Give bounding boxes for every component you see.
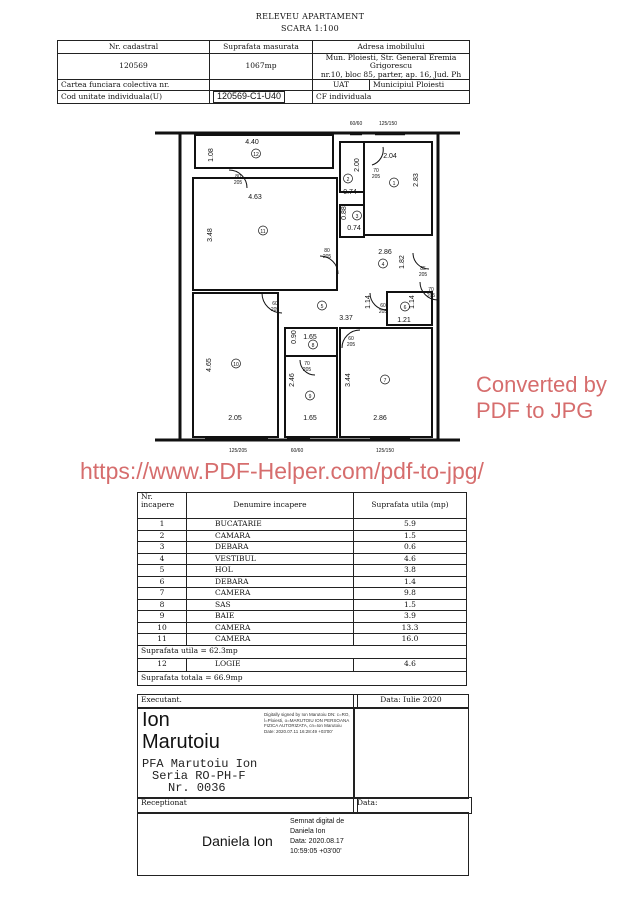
room-name: HOL (187, 565, 354, 577)
dimension-label: 1.65 (303, 415, 317, 422)
window-size-label: 125/205 (228, 448, 248, 454)
table-row (138, 622, 467, 634)
window-size-label: 60/60 (290, 448, 304, 454)
address-line2: nr.10, bloc 85, parter, ap. 16, Jud. Ph (320, 69, 462, 79)
recv-digital-signature (290, 817, 344, 857)
cadastral-label: Nr. cadastral (58, 41, 210, 54)
room-area: 1.5 (354, 599, 467, 611)
door-size-label: 80 205 (322, 248, 332, 260)
door-size-label: 70 205 (302, 361, 312, 373)
recv-digital-line3: Data: 2020.08.17 (290, 838, 344, 845)
dimension-label: 1.08 (208, 148, 215, 162)
room-name: CAMERA (187, 634, 354, 646)
stamp-line1: PFA Marutoiu Ion (142, 757, 258, 771)
room-number: 10 (233, 362, 239, 368)
cf-label: Cartea funciara colectiva nr. (58, 79, 210, 90)
window-size-label: 125/150 (375, 448, 395, 454)
room-name: CAMARA (187, 530, 354, 542)
uat-label: UAT (313, 79, 370, 90)
room-nr: 6 (138, 576, 187, 588)
recv-digital-line1: Semnat digital de (290, 818, 345, 825)
room-area: 9.8 (354, 588, 467, 600)
room-area: 3.9 (354, 611, 467, 623)
room-area: 4.6 (354, 553, 467, 565)
dimension-label: 1.82 (399, 255, 406, 269)
surface-label: Suprafata masurata (210, 41, 313, 54)
stamp-line2: Seria RO-PH-F (152, 769, 246, 783)
exec-digital-signature: Digitally signed by Ion Marutoiu DN: c=RO, l=Ploiesti, o=MARUTOIU ION PERSOANA FIZICA AUTORIZATA, cn=Ion Marutoiu Date: 2020.07.11 16:28:49 +03'00' (264, 712, 350, 734)
dimension-label: 4.40 (245, 139, 259, 146)
room-area: 13.3 (354, 622, 467, 634)
dimension-label: 0.74 (343, 189, 357, 196)
executant-date-area (353, 707, 469, 799)
room-number: 3 (355, 214, 359, 220)
document-scale: SCARA 1:100 (280, 24, 340, 33)
room-area: 16.0 (354, 634, 467, 646)
room-name: DEBARA (187, 542, 354, 554)
table-row (138, 553, 467, 565)
room-nr: 9 (138, 611, 187, 623)
dimension-label: 2.83 (413, 173, 420, 187)
room-name: SAS (187, 599, 354, 611)
dimension-label: 4.63 (248, 194, 262, 201)
door-size-label: 70 205 (426, 287, 436, 299)
room-number: 2 (346, 177, 350, 183)
room-name: CAMERA (187, 588, 354, 600)
room-nr: 11 (138, 634, 187, 646)
dimension-label: 2.04 (383, 153, 397, 160)
logia-nr: 12 (138, 658, 187, 671)
room-nr: 1 (138, 519, 187, 531)
grand-total: Suprafata totala = 66.9mp (138, 671, 467, 685)
dimension-label: 3.48 (207, 228, 214, 242)
window-size-label: 60/60 (349, 121, 363, 127)
address-line1: Mun. Ploiesti, Str. General Eremia Grigorescu (325, 53, 457, 71)
door-size-label: 70 205 (371, 168, 381, 180)
table-row (138, 634, 467, 646)
recv-digital-line2: Daniela Ion (290, 828, 326, 835)
door-size-label: 60 205 (270, 301, 280, 313)
room-number: 4 (381, 262, 385, 268)
room-nr: 10 (138, 622, 187, 634)
col-header-area: Suprafata utila (mp) (354, 493, 467, 519)
room-name: CAMERA (187, 622, 354, 634)
dimension-label: 2.86 (373, 415, 387, 422)
room-name: DEBARA (187, 576, 354, 588)
watermark-url: https://www.PDF-Helper.com/pdf-to-jpg/ (80, 458, 484, 484)
room-number: 11 (260, 229, 266, 235)
unit-code-value: 120569-C1-U40 (213, 91, 285, 103)
door-size-label: 80 205 (233, 174, 243, 186)
dimension-label: 0.90 (291, 330, 298, 344)
col-header-name: Denumire incapere (187, 493, 354, 519)
room-nr: 4 (138, 553, 187, 565)
executant-date: Data: Iulie 2020 (353, 694, 469, 709)
table-row (138, 611, 467, 623)
rooms-table (137, 492, 467, 686)
room-number: 6 (403, 305, 407, 311)
room-number: 12 (253, 152, 259, 158)
dimension-label: 0.88 (341, 206, 348, 220)
address-label: Adresa imobilului (313, 41, 470, 54)
room-area: 0.6 (354, 542, 467, 554)
room-name: BUCATARIE (187, 519, 354, 531)
door-size-label: 60 205 (378, 303, 388, 315)
executant-signature-area (137, 707, 355, 799)
received-signature-area (137, 812, 469, 876)
room-area: 1.5 (354, 530, 467, 542)
table-row (138, 542, 467, 554)
executant-label: Executant. (137, 694, 358, 709)
room-name: BAIE (187, 611, 354, 623)
logia-area: 4.6 (354, 658, 467, 671)
table-row (138, 588, 467, 600)
room-nr: 7 (138, 588, 187, 600)
dimension-label: 2.00 (354, 158, 361, 172)
dimension-label: 1.14 (409, 295, 416, 309)
room-nr: 8 (138, 599, 187, 611)
dimension-label: 3.44 (345, 373, 352, 387)
received-date-label: Data: (353, 797, 472, 814)
room-nr: 2 (138, 530, 187, 542)
window-size-label: 125/150 (378, 121, 398, 127)
received-label: Receptionat (137, 797, 358, 814)
exec-name-line1: Ion (142, 709, 170, 731)
door-size-label: 85 205 (418, 266, 428, 278)
dimension-label: 1.21 (397, 317, 411, 324)
room-area: 5.9 (354, 519, 467, 531)
document-title: RELEVEU APARTAMENT (255, 12, 365, 21)
table-row (138, 519, 467, 531)
cadastral-value: 120569 (58, 54, 210, 80)
cf-individual-label: CF individuala (313, 90, 470, 103)
dimension-label: 4.65 (206, 358, 213, 372)
stamp-line3: Nr. 0036 (168, 781, 226, 795)
room-area: 3.8 (354, 565, 467, 577)
room-number: 8 (311, 343, 315, 349)
dimension-label: 2.05 (228, 415, 242, 422)
room-name: VESTIBUL (187, 553, 354, 565)
doors (229, 147, 438, 375)
table-row (138, 530, 467, 542)
room-number: 1 (392, 181, 396, 187)
room-number: 9 (308, 394, 312, 400)
surface-value: 1067mp (210, 54, 313, 80)
recv-digital-line4: 10:59:05 +03'00' (290, 848, 342, 855)
dimension-label: 3.37 (339, 315, 353, 322)
room-number: 5 (320, 304, 324, 310)
room-number: 7 (383, 378, 387, 384)
table-row (138, 599, 467, 611)
uat-value: Municipiul Ploiesti (370, 79, 470, 90)
unit-code-label: Cod unitate individuala(U) (58, 90, 210, 103)
logia-name: LOGIE (187, 658, 354, 671)
door-size-label: 60 205 (346, 336, 356, 348)
recv-name: Daniela Ion (202, 833, 273, 849)
dimension-label: 1.65 (303, 334, 317, 341)
dimension-label: 2.46 (289, 373, 296, 387)
dimension-label: 1.14 (365, 295, 372, 309)
dimension-label: 0.74 (347, 225, 361, 232)
room-nr: 5 (138, 565, 187, 577)
watermark-converted: Converted by PDF to JPG (476, 372, 607, 423)
dimension-label: 2.86 (378, 249, 392, 256)
useful-area-total: Suprafata utila = 62.3mp (138, 645, 467, 658)
exec-name-line2: Marutoiu (142, 731, 220, 753)
col-header-nr: Nr. incapere (138, 493, 187, 519)
room-nr: 3 (138, 542, 187, 554)
room-area: 1.4 (354, 576, 467, 588)
table-row (138, 565, 467, 577)
stamp (142, 758, 257, 794)
table-row (138, 576, 467, 588)
